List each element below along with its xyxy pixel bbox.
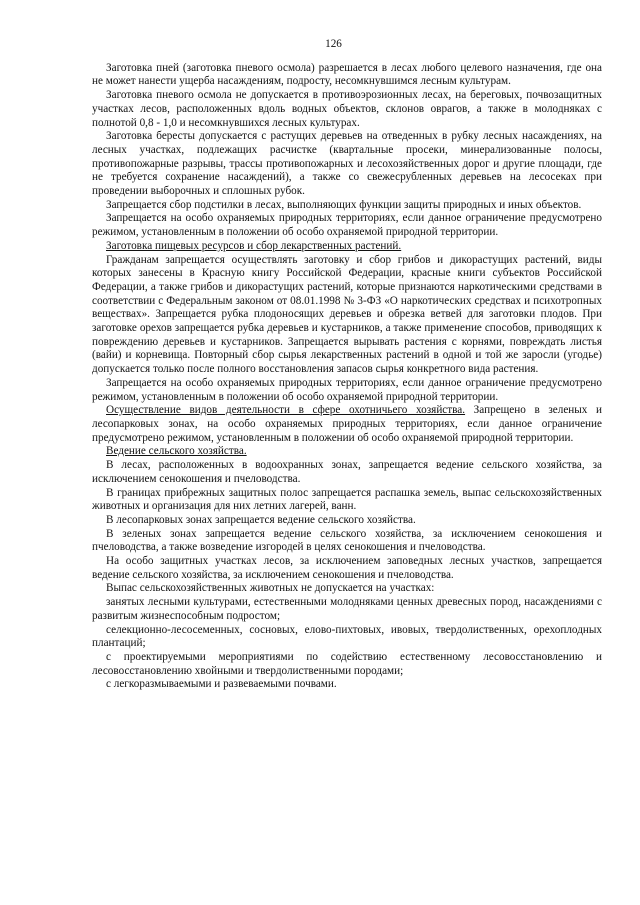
heading-text: Заготовка пищевых ресурсов и сбор лекарственных растений. xyxy=(106,239,402,252)
paragraph-special-areas: На особо защитных участках лесов, за исключением заповедных лесных участков, запрещается ведение сельского хозяйства, за исключением сенокошения и пчеловодства. xyxy=(92,555,602,581)
paragraph-grazing: Выпас сельскохозяйственных животных не допускается на участках: xyxy=(106,582,435,595)
heading-text: Ведение сельского хозяйства. xyxy=(106,445,247,458)
section-heading-agriculture xyxy=(92,445,602,459)
paragraph-green-zones: В зеленых зонах запрещается ведение сельского хозяйства, за исключением сенокошения и пчеловодства, а также возведение изгородей в целях сенокошения и пчеловодства. xyxy=(92,527,602,554)
paragraph-litter: Запрещается сбор подстилки в лесах, выполняющих функции защиты природных и иных объектов. xyxy=(106,198,582,211)
paragraph-water-zones: В лесах, расположенных в водоохранных зонах, запрещается ведение сельского хозяйства, за исключением сенокошения и пчеловодства. xyxy=(92,459,602,485)
paragraph-stumps: Заготовка пней (заготовка пневого осмола) разрешается в лесах любого целевого назначения, где она не может нанести ущерба насаждениям, подросту, несомкнувшимся лесным культурам. xyxy=(92,61,602,88)
hunting-text: Запрещено в зеленых и лесопарковых зонах, на особо охраняемых природных территориях, если данное ограничение предусмотрено режимом, установленным в положении об особо охраняемой природной территории. xyxy=(92,404,602,444)
list-item-plantations: селекционно-лесосеменных, сосновых, елово-пихтовых, ивовых, твердолиственных, орехоплодных плантаций; xyxy=(92,623,602,650)
paragraph-protected-2: Запрещается на особо охраняемых природных территориях, если данное ограничение предусмотрено режимом, установленным в положении об особо охраняемой природной территории. xyxy=(92,376,602,403)
paragraph-protected-1: Запрещается на особо охраняемых природных территориях, если данное ограничение предусмотрено режимом, установленным в положении об особо охраняемой природной территории. xyxy=(92,212,602,239)
paragraph-forest-parks: В лесопарковых зонах запрещается ведение сельского хозяйства. xyxy=(106,513,416,526)
paragraph-mushrooms: Гражданам запрещается осуществлять заготовку и сбор грибов и дикорастущих растений, виды которых занесены в Красную книгу Российской Федерации, красные книги субъектов Российской Федерации, а также грибов и дикорастущих растений, которые признаются наркотическими средствами в соответствии с Федеральным законом от 08.01.1998 № 3-ФЗ «О наркотических средствах и психотропных веществах». Запрещается рубка плодоносящих деревьев и обрезка ветвей для заготовки плодов. При заготовке орехов запрещается рубка деревьев и кустарников, а также применение способов, приводящих к повреждению деревьев и кустарников. Запрещается вырывать растения с корнями, повреждать листья (вайи) и корневища. Повторный сбор сырья лекарственных растений в одной и той же заросли (угодье) допускается только после полного восстановления запасов сырья конкретного вида растения. xyxy=(92,253,602,376)
page-number: 126 xyxy=(325,38,342,50)
paragraph-stump-resin: Заготовка пневого осмола не допускается в противоэрозионных лесах, на береговых, почвозащитных участках лесов, расположенных вдоль водных объектов, склонов оврагов, а также в молодняках с полнотой 0,8 - 1,0 и несомкнувшихся лесных культурах. xyxy=(92,89,602,129)
section-heading-food-resources xyxy=(92,240,602,254)
paragraph-hunting xyxy=(92,404,602,445)
heading-hunting: Осуществление видов деятельности в сфере охотничьего хозяйства. xyxy=(106,404,466,417)
list-item-reforestation: с проектируемыми мероприятиями по содействию естественному лесовосстановлению и лесовосстановлению хвойными и твердолиственными породами; xyxy=(92,650,602,677)
paragraph-coastal: В границах прибрежных защитных полос запрещается распашка земель, выпас сельскохозяйственных животных и организация для них летних лагерей, ванн. xyxy=(92,486,602,513)
list-item-cultures: занятых лесными культурами, естественными молодняками ценных древесных пород, насаждениями с развитым жизнеспособным подростом; xyxy=(92,596,602,622)
paragraph-birch-bark: Заготовка бересты допускается с растущих деревьев на отведенных в рубку лесных насаждениях, на лесных участках, подлежащих расчистке (квартальные просеки, минерализованные полосы, противопожарные разрывы, трассы противопожарных и лесохозяйственных дорог и другие площади, где не требуется сохранение насаждений), а также со свежесрубленных деревьев на лесосеках при проведении выборочных и сплошных рубок. xyxy=(92,130,602,198)
list-item-soils: с легкоразмываемыми и развеваемыми почвами. xyxy=(106,678,337,691)
